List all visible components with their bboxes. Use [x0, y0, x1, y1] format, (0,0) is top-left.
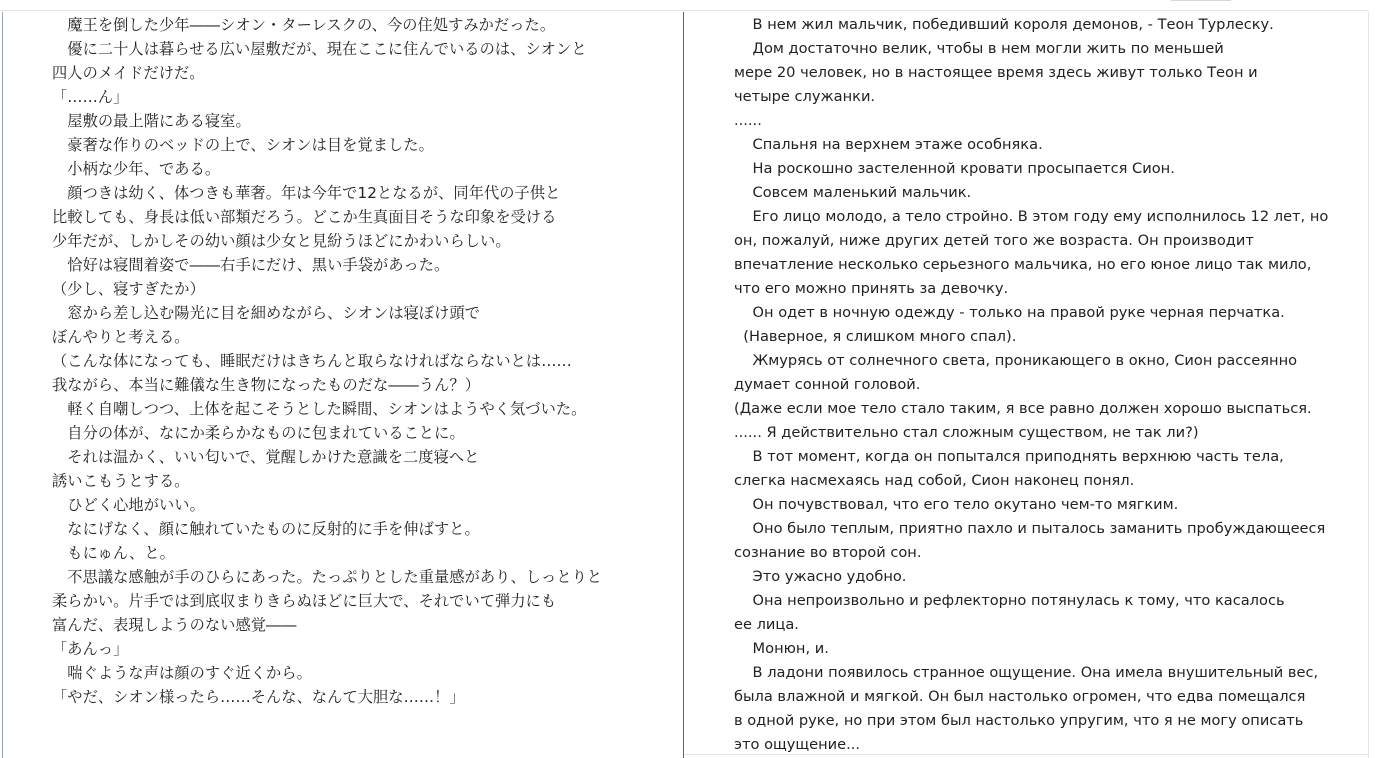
text-line: 我ながら、本当に難儀な生き物になったものだな――うん？） [52, 376, 481, 394]
text-line: он, пожалуй, ниже других детей того же возраста. Он производит [734, 232, 1254, 249]
text-line: （こんな体になっても、睡眠だけはきちんと取らなければならないとは…… [52, 352, 572, 370]
text-line: В ладони появилось странное ощущение. Она имела внушительный вес, [734, 664, 1319, 681]
text-line: Оно было теплым, приятно пахло и пыталось заманить пробуждающееся [734, 520, 1326, 537]
left-pane-border [2, 12, 3, 758]
text-line: （少し、寝すぎたか） [52, 280, 205, 298]
text-line: 比較しても、身長は低い部類だろう。どこか生真面目そうな印象を受ける [52, 208, 557, 226]
text-line: ひどく心地がいい。 [52, 496, 205, 514]
text-line: 少年だが、しかしその幼い顔は少女と見紛うほどにかわいらしい。 [52, 232, 511, 250]
text-line: ...... [734, 112, 762, 129]
translation-text-pane [734, 13, 1364, 757]
text-line: 屋敷の最上階にある寝室。 [52, 112, 251, 130]
text-line: 四人のメイドだけだ。 [52, 64, 205, 82]
text-line: (Даже если мое тело стало таким, я все равно должен хорошо выспаться. [734, 400, 1312, 417]
text-line: ее лица. [734, 616, 799, 633]
text-line: 小柄な少年、である。 [52, 160, 221, 178]
text-line: Жмурясь от солнечного света, проникающего в окно, Сион рассеянно [734, 352, 1298, 369]
text-line: была влажной и мягкой. Он был настолько огромен, что едва помещался [734, 688, 1306, 705]
top-tab-edge [1171, 0, 1231, 1]
right-pane-border [1368, 12, 1369, 758]
text-line: 優に二十人は暮らせる広い屋敷だが、現在ここに住んでいるのは、シオンと [52, 40, 587, 58]
text-line: думает сонной головой. [734, 376, 921, 393]
text-line: что его можно принять за девочку. [734, 280, 1009, 297]
text-line: ...... Я действительно стал сложным существом, не так ли?) [734, 424, 1199, 441]
text-line: Она непроизвольно и рефлекторно потянулась к тому, что касалось [734, 592, 1285, 609]
text-line: 喘ぐような声は顔のすぐ近くから。 [52, 664, 312, 682]
text-line: 魔王を倒した少年――シオン・ターレスクの、今の住処すみかだった。 [52, 16, 556, 34]
text-line: 「あんっ」 [52, 640, 129, 658]
text-line: 富んだ、表現しようのない感覚―― [52, 616, 297, 634]
text-line: Монюн, и. [734, 640, 829, 657]
text-line: 軽く自嘲しつつ、上体を起こそうとした瞬間、シオンはようやく気づいた。 [52, 400, 587, 418]
text-line: Дом достаточно велик, чтобы в нем могли жить по меньшей [734, 40, 1224, 57]
text-line: なにげなく、顔に触れていたものに反射的に手を伸ばすと。 [52, 520, 480, 538]
text-line: Совсем маленький мальчик. [734, 184, 972, 201]
text-line: Это ужасно удобно. [734, 568, 907, 585]
text-line: 不思議な感触が手のひらにあった。たっぷりとした重量感があり、しっとりと [52, 568, 603, 586]
text-line: впечатление несколько серьезного мальчика, но его юное лицо так мило, [734, 256, 1312, 273]
text-line: ぼんやりと考える。 [52, 328, 190, 346]
text-line: 窓から差し込む陽光に目を細めながら、シオンは寝ぼけ頭で [52, 304, 481, 322]
text-line: 「……ん」 [52, 88, 129, 106]
text-line: Он почувствовал, что его тело окутано чем-то мягким. [734, 496, 1179, 513]
text-line: В нем жил мальчик, победивший короля демонов, - Теон Турлеску. [734, 16, 1274, 33]
text-line: это ощущение... [734, 736, 861, 753]
text-line: 「やだ、シオン様ったら……そんな、なんて大胆な……！」 [52, 688, 465, 706]
text-line: 顔つきは幼く、体つきも華奢。年は今年で12となるが、同年代の子供と [52, 184, 561, 202]
text-line: Его лицо молодо, а тело стройно. В этом году ему исполнилось 12 лет, но [734, 208, 1329, 225]
text-line: 豪奢な作りのベッドの上で、シオンは目を覚ました。 [52, 136, 434, 154]
text-line: сознание во второй сон. [734, 544, 922, 561]
text-line: もにゅん、と。 [52, 544, 175, 562]
text-line: 自分の体が、なにか柔らかなものに包まれていることに。 [52, 424, 465, 442]
text-line: Спальня на верхнем этаже особняка. [734, 136, 1043, 153]
text-line: в одной руке, но при этом был настолько упругим, что я не могу описать [734, 712, 1304, 729]
top-border [0, 10, 1369, 11]
text-line: 誘いこもうとする。 [52, 472, 190, 490]
text-line: 柔らかい。片手では到底収まりきらぬほどに巨大で、それでいて弾力にも [52, 592, 557, 610]
text-line: четыре служанки. [734, 88, 876, 105]
pane-divider[interactable] [683, 12, 684, 758]
text-line: (Наверное, я слишком много спал). [734, 328, 1017, 345]
text-line: Он одет в ночную одежду - только на правой руке черная перчатка. [734, 304, 1285, 321]
text-line: На роскошно застеленной кровати просыпается Сион. [734, 160, 1175, 177]
text-line: それは温かく、いい匂いで、覚醒しかけた意識を二度寝へと [52, 448, 480, 466]
text-line: мере 20 человек, но в настоящее время здесь живут только Теон и [734, 64, 1258, 81]
text-line: В тот момент, когда он попытался приподнять верхнюю часть тела, [734, 448, 1284, 465]
source-text-pane [52, 13, 677, 709]
text-line: слегка насмехаясь над собой, Сион наконец понял. [734, 472, 1135, 489]
text-line: 恰好は寝間着姿で――右手にだけ、黒い手袋があった。 [52, 256, 450, 274]
